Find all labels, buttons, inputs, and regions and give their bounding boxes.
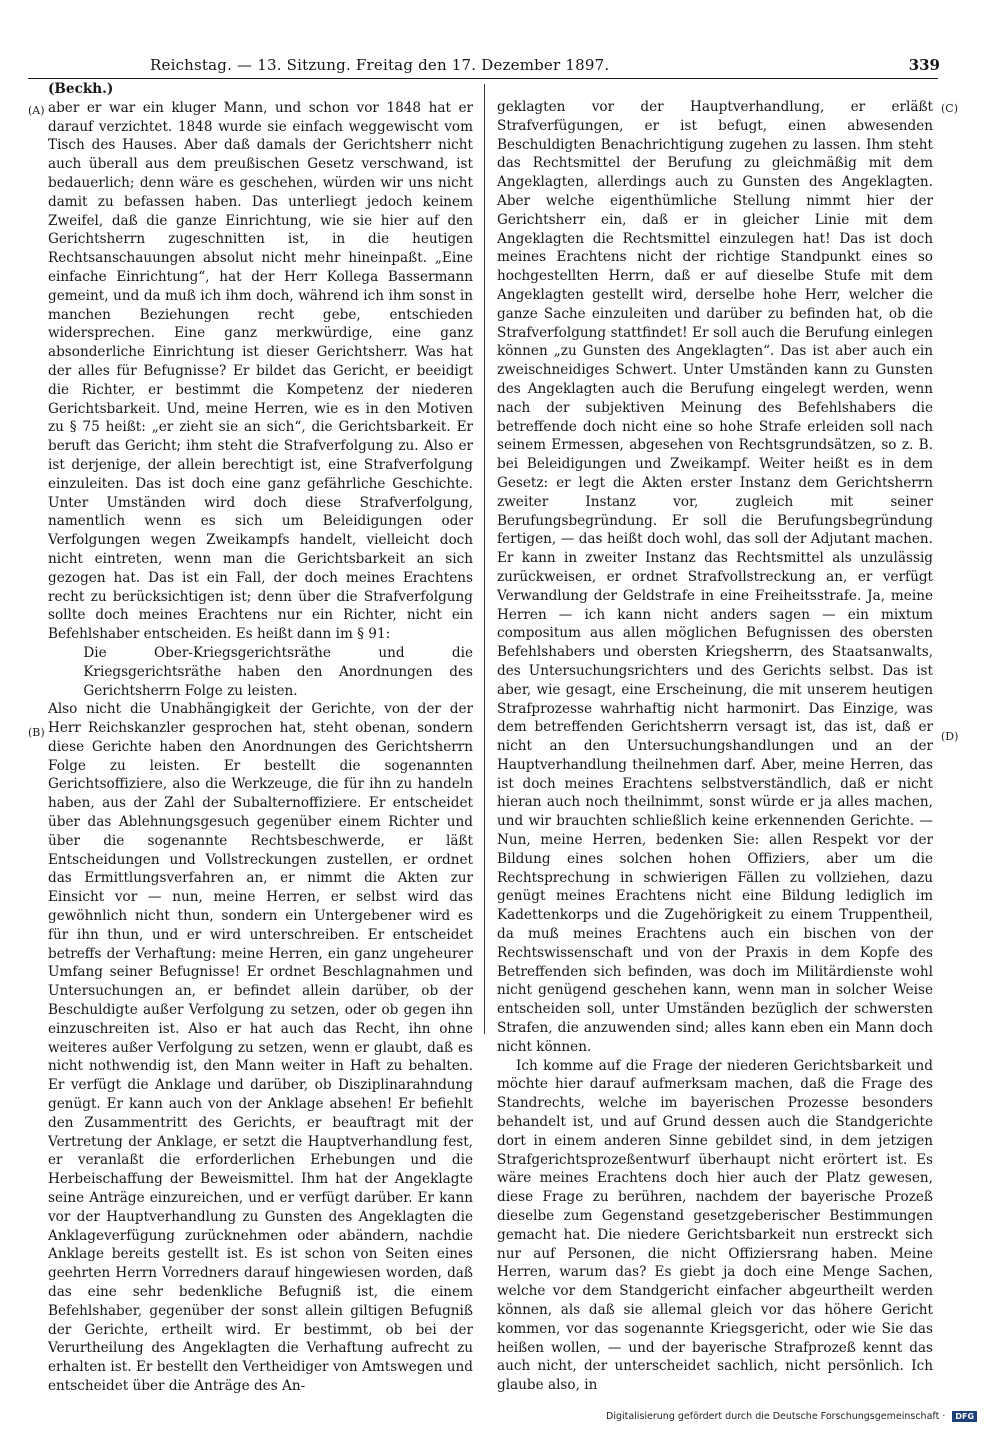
- left-column: [48, 80, 473, 1394]
- footer-text: Digitalisierung gefördert durch die Deutsche Forschungsgemeinschaft: [606, 1411, 940, 1422]
- dfg-logo: DFG: [952, 1411, 977, 1422]
- margin-mark-a: (A): [28, 104, 45, 117]
- paragraph: Ich komme auf die Frage der niederen Gerichtsbarkeit und möchte hier darauf aufmerksam machen, daß die Frage des Standrechts, welche im bayerischen Prozesse besonders behandelt ist, und auf Grund dessen auch die Standgerichte dort in einem anderen Sinne gebildet sind, in dem jetzigen Strafgerichtsprozeßentwurf überhaupt nicht erörtert ist. Es wäre meines Erachtens doch hier auch der Platz gewesen, diese Frage zu berühren, nachdem der bayerische Prozeß dieselbe zum Gegenstand gesetzgeberischer Bestimmungen gemacht hat. Die niedere Gerichtsbarkeit nun erstreckt sich nur auf Personen, die nicht Offiziersrang haben. Meine Herren, warum das? Es giebt ja doch eine Menge Sachen, welche vor dem Standgericht einfacher abgeurtheilt werden können, als daß sie allemal gleich vor das höhere Gericht kommen, vor das sogenannte Kriegsgericht, oder wie Sie das heißen wollen, — und der bayerische Strafprozeß kennt das auch nicht, der unterscheidet sachlich, nicht persönlich. Ich glaube also, in: [497, 1057, 933, 1394]
- paragraph: geklagten vor der Hauptverhandlung, er erläßt Strafverfügungen, er ist befugt, einen abwesenden Beschuldigten Benachrichtigung zugehen zu lassen. Ihm steht das Rechtsmittel der Berufung zu gleichmäßig mit dem Angeklagten, allerdings auch zu Gunsten des Angeklagten. Aber welche eigenthümliche Stellung nimmt hier der Gerichtsherr ein, daß er in gleicher Linie mit dem Angeklagten die Rechtsmittel einzulegen hat! Das ist doch meines Erachtens nicht der richtige Standpunkt eines so hochgestellten Herrn, daß er auf dieselbe Stufe mit dem Angeklagten gestellt wird, derselbe hohe Herr, welcher die ganze Sache einzuleiten und darüber zu befinden hat, ob die Strafverfolgung stattfindet! Er soll auch die Berufung einlegen können „zu Gunsten des Angeklagten“. Das ist aber auch ein zweischneidiges Schwert. Unter Umständen kann zu Gunsten des Angeklagten auch die Berufung eingelegt werden, wenn nach der subjektiven Meinung des Befehlshabers die betreffende doch nicht eine so hohe Strafe erleiden soll nach seinem Ermessen, abgesehen von Rechtsgrundsätzen, so z. B. bei Beleidigungen und Zweikampf. Weiter heißt es in dem Gesetz: er legt die Akten erster Instanz dem Gerichtsherrn zweiter Instanz vor, zugleich mit seiner Berufungsbegründung. Er soll die Berufungsbegründung fertigen, — das heißt doch wohl, das soll der Adjutant machen. Er kann in zweiter Instanz das Rechtsmittel als unzulässig zurückweisen, er ordnet Strafvollstreckung an, er verfügt Verwandlung der Geldstrafe in eine Freiheitsstrafe. Ja, meine Herren — ich kann nicht anders sagen — ein mixtum compositum aus allen möglichen Befugnissen des obersten Befehlshabers und obersten Kriegsherrn, des Staatsanwalts, des Untersuchungsrichters und des Gerichts selbst. Das ist aber, wie gesagt, eine Erscheinung, die mit unserem heutigen Strafprozesse wahrhaftig nicht harmonirt. Das Einzige, was dem betreffenden Gerichtsherrn versagt ist, das ist, daß er nicht an den Untersuchungshandlungen und an der Hauptverhandlung theilnehmen darf. Aber, meine Herren, das ist doch meines Erachtens selbstverständlich, daß er nicht hieran auch noch theilnimmt, sonst würde er ja alles machen, und wir brauchten schließlich keine erkennenden Gerichte. — Nun, meine Herren, bedenken Sie: allen Respekt vor der Bildung eines solchen hohen Offiziers, aber um die Rechtsprechung in schwierigen Fällen zu vollziehen, dazu genügt meines Erachtens nicht eine Bildung lediglich im Kadettenkorps und die Zugehörigkeit zu einem Truppentheil, da muß meines Erachtens auch ein bischen von der Rechtswissenschaft und von der Praxis in dem Kopfe des Betreffenden sich befinden, was doch im Militärdienste wohl nicht genügend geschehen kann, wenn man in solcher Weise entscheiden soll, unter Umständen bezüglich der schwersten Strafen, die anzuwenden sind; alles kann eben ein Mann doch nicht können.: [497, 99, 933, 1055]
- paragraph: aber er war ein kluger Mann, und schon vor 1848 hat er darauf verzichtet. 1848 wurde sie einfach weggewischt vom Tisch des Hauses. Aber daß damals der Gerichtsherr nicht auch überall aus dem preußischen Gesetz verschwand, ist bedauerlich; denn wäre es geschehen, würden wir uns nicht damit zu befassen haben. Das unterliegt jedoch keinem Zweifel, daß die ganze Einrichtung, wie sie hier auf den Gerichtsherrn zugeschnitten ist, in die heutigen Rechtsanschauungen absolut nicht mehr hineinpaßt. „Eine einfache Einrichtung“, hat der Herr Kollega Bassermann gemeint, und da muß ich ihm doch, während ich ihm sonst in manchen Beziehungen recht gebe, entschieden widersprechen. Eine ganz merkwürdige, eine ganz absonderliche Einrichtung ist dieser Gerichtsherr. Was hat der alles für Befugnisse? Er bildet das Gericht, er beeidigt die Richter, er bestimmt die Kompetenz der niederen Gerichtsbarkeit. Und, meine Herren, wie es in den Motiven zu § 75 heißt: „er zieht sie an sich“, die Gerichtsbarkeit. Er beruft das Gericht; ihm steht die Strafverfolgung zu. Also er ist derjenige, der allein berechtigt ist, eine Strafverfolgung einzuleiten. Das ist doch eine ganz gefährliche Geschichte. Unter Umständen wird doch diese Strafverfolgung, namentlich wenn es sich um Beleidigungen oder Verfolgungen wegen Zweikampfs handelt, vielleicht doch nicht eintreten, wenn man die Gerichtsbarkeit an sich gezogen hat. Das ist ein Fall, der doch meines Erachtens recht zu berücksichtigen ist; denn über die Strafverfolgung sollte doch meines Erachtens nur ein Richter, nicht ein Befehlshaber entscheiden. Es heißt dann im § 91:: [48, 99, 473, 643]
- paragraph: Also nicht die Unabhängigkeit der Gerichte, von der der Herr Reichskanzler gesprochen hat, steht obenan, sondern diese Gerichte haben den Anordnungen des Gerichtsherrn Folge zu leisten. Er bestellt die sogenannten Gerichtsoffiziere, also die Werkzeuge, die für ihn zu handeln haben, aus der Zahl der Subalternoffiziere. Er entscheidet über das Ablehnungsgesuch gegenüber einem Richter und über die sogenannte Rechtsbeschwerde, er läßt Entscheidungen und Vollstreckungen zustellen, er ordnet das Ermittlungsverfahren an, er nimmt die Akten zur Einsicht vor — nun, meine Herren, er selbst wird das gewöhnlich nicht thun, sondern ein Untergebener wird es für ihn thun, und er wird unterschreiben. Er entscheidet betreffs der Verhaftung: meine Herren, ein ganz ungeheurer Umfang seiner Befugnisse! Er ordnet Beschlagnahmen und Untersuchungen an, er befindet allein darüber, ob der Beschuldigte außer Verfolgung zu setzen, oder ob gegen ihn einzuschreiten ist. Also er hat auch das Recht, ihn ohne weiteres außer Verfolgung zu setzen, wenn er glaubt, daß es nicht nothwendig ist, den Mann weiter in Haft zu behalten. Er verfügt die Anklage und darüber, ob Disziplinarahndung genügt. Er kann auch von der Anklage absehen! Er befiehlt den Zusammentritt des Gerichts, er beauftragt mit der Vertretung der Anklage, er setzt die Hauptverhandlung fest, er veranlaßt die erforderlichen Erhebungen und die Herbeischaffung der Beweismittel. Ihm hat der Angeklagte seine Anträge einzureichen, und er verfügt darüber. Er kann vor der Hauptverhandlung zu Gunsten des Angeklagten die Anklageverfügung zurücknehmen oder abändern, nachdie Anklage bereits gestellt ist. Es ist schon von Seiten eines geehrten Herrn Vorredners darauf hingewiesen worden, daß das eine sehr bedenkliche Befugniß ist, die einem Befehlshaber, gegenüber der sonst allein giltigen Befugniß der Gerichte, ertheilt wird. Er bestimmt, ob bei der Verurtheilung des Angeklagten die Verhaftung aufrecht zu erhalten ist. Er bestellt den Vertheidiger von Amtswegen und entscheidet über die Anträge des An-: [48, 701, 473, 1394]
- right-column: [497, 98, 933, 1394]
- margin-mark-b: (B): [28, 726, 45, 739]
- page-number: 339: [908, 56, 940, 74]
- footer-separator: ·: [942, 1411, 946, 1422]
- margin-mark-d: (D): [941, 730, 959, 743]
- running-title: Reichstag. — 13. Sitzung. Freitag den 17. Dezember 1897.: [150, 56, 610, 74]
- header-rule: [28, 78, 938, 79]
- speaker-label: (Beckh.): [48, 81, 114, 97]
- column-divider: [484, 84, 485, 1034]
- quoted-paragraph: Die Ober-Kriegsgerichtsräthe und die Kriegsgerichtsräthe haben den Anordnungen des Gerichtsherrn Folge zu leisten.: [83, 644, 473, 699]
- margin-mark-c: (C): [941, 102, 958, 115]
- funding-footer: [606, 1411, 975, 1422]
